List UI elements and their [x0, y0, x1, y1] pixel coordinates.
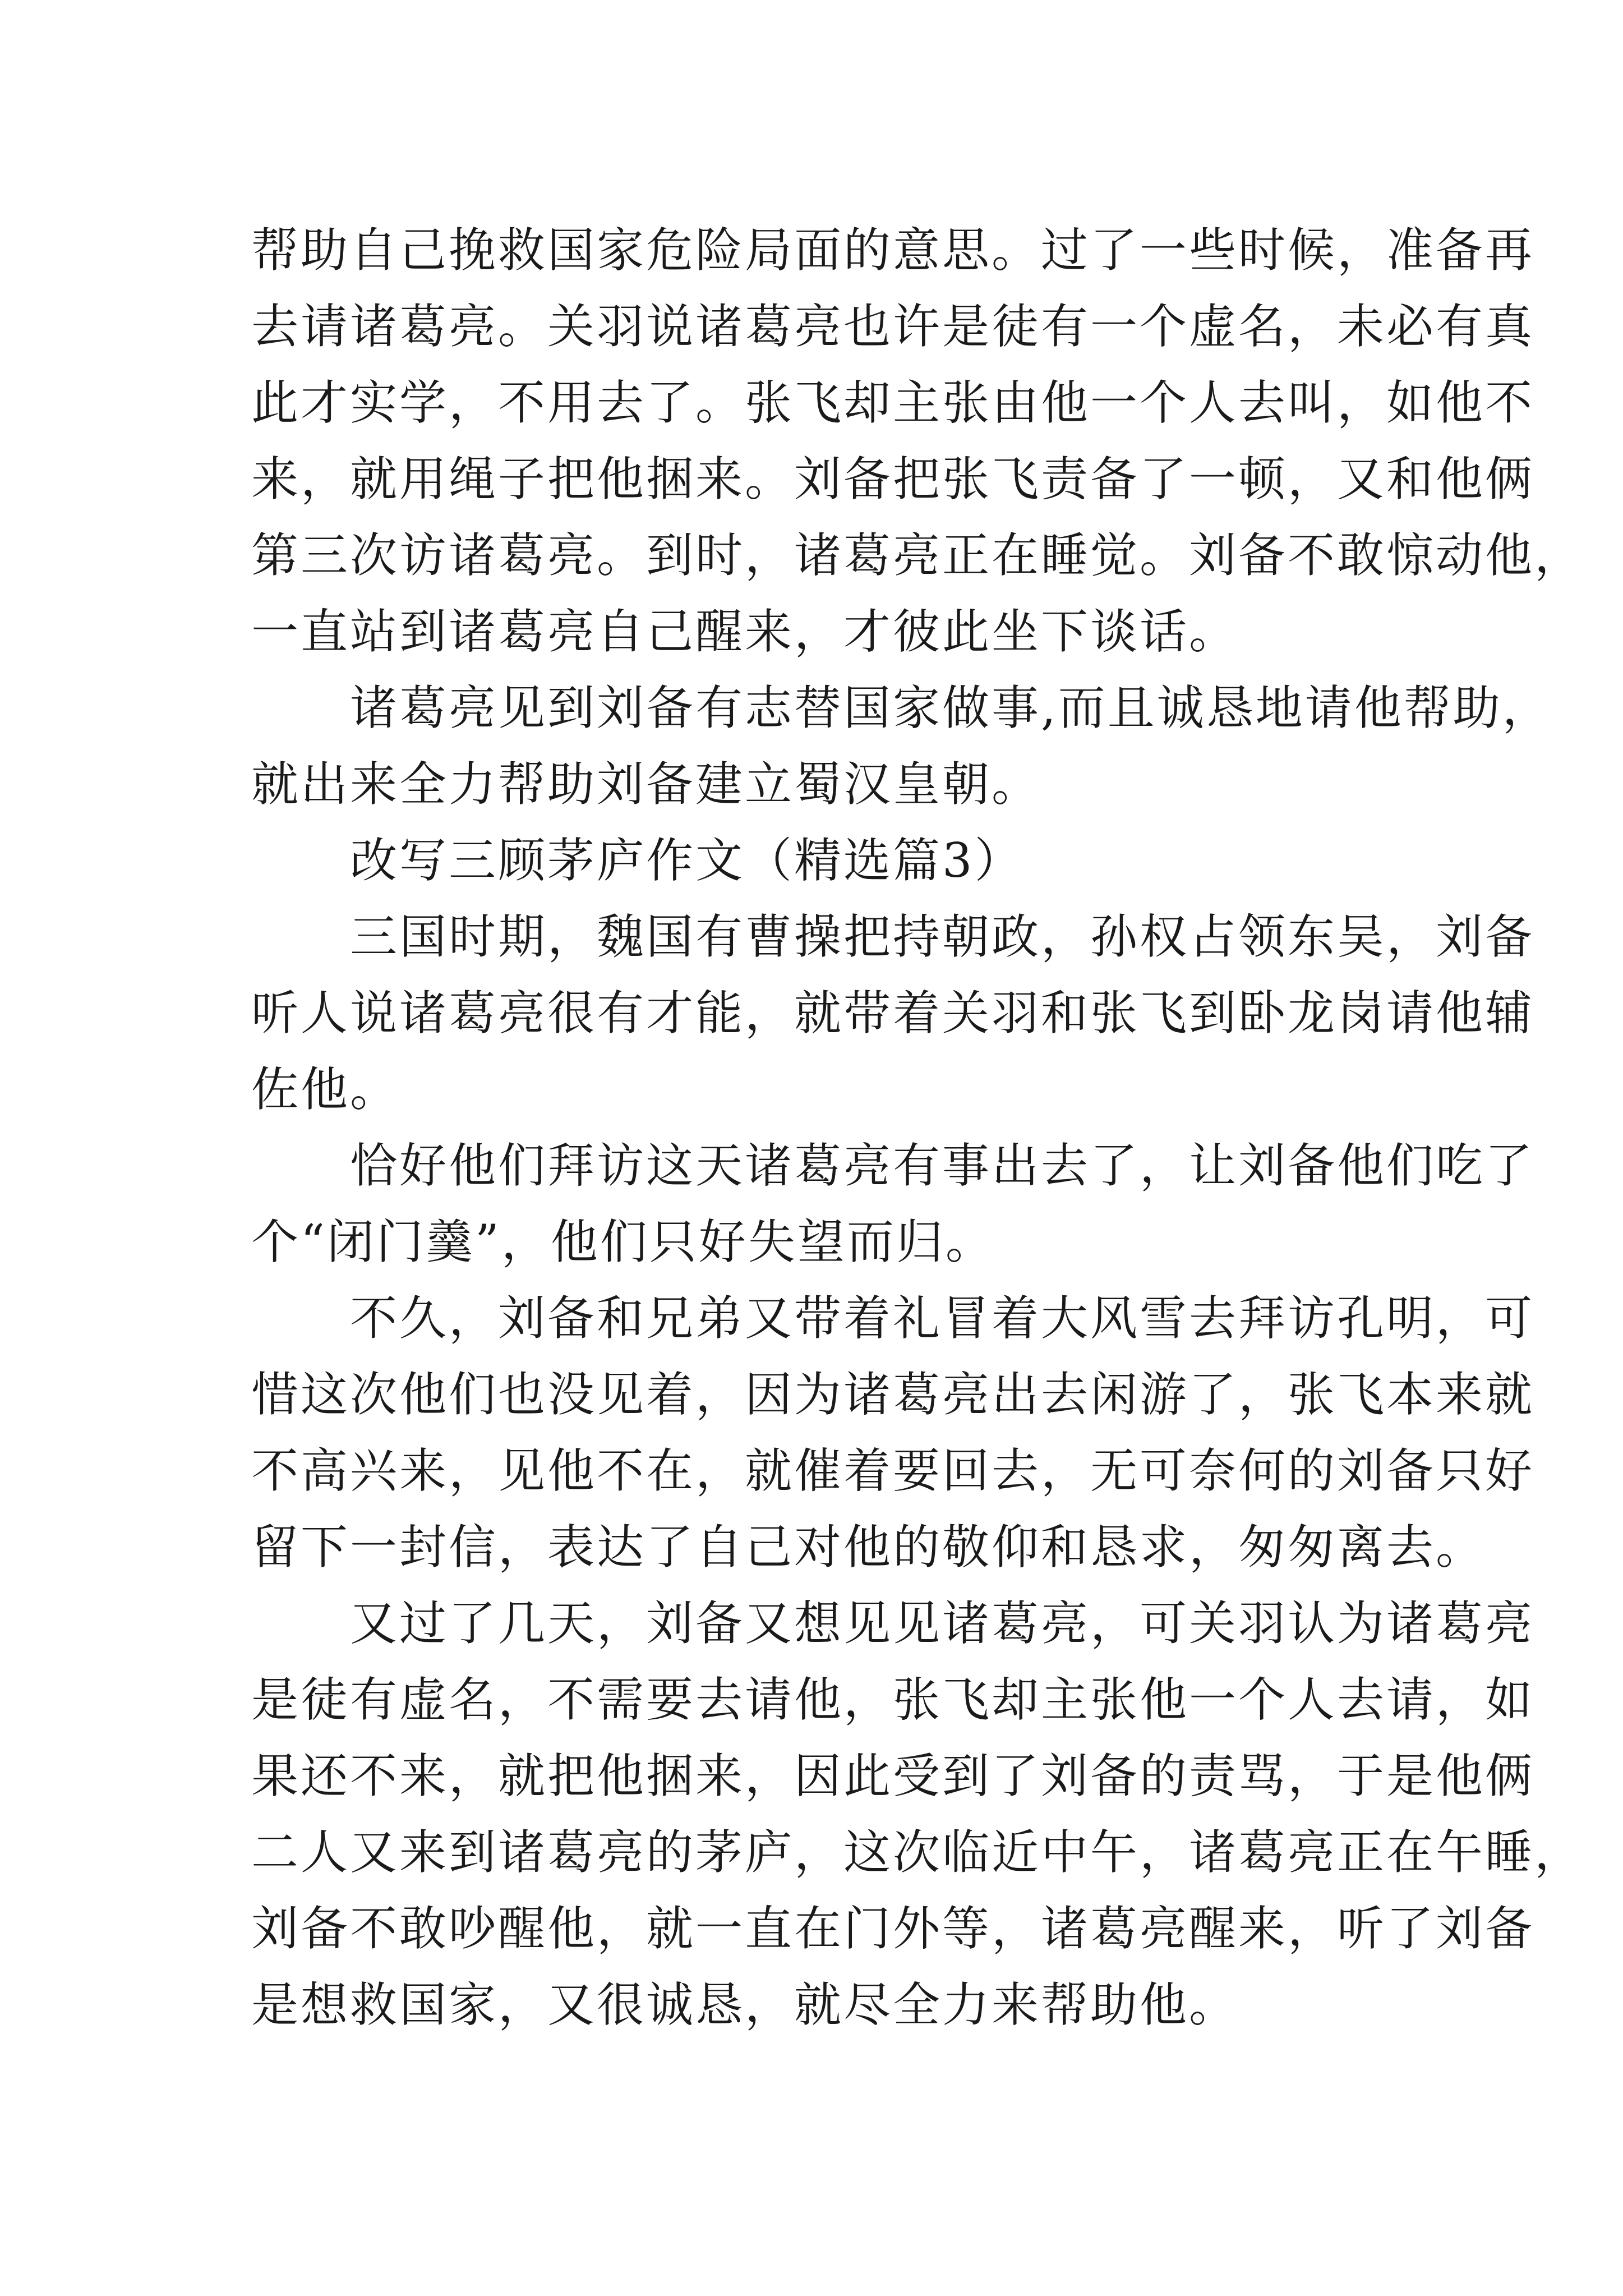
paragraph [251, 670, 1552, 822]
text-line: 帮助自己挽救国家危险局面的意思。过了一些时候，准备再 [251, 223, 1535, 278]
document-body [251, 212, 1584, 2043]
text-line: 果还不来，就把他捆来，因此受到了刘备的责骂，于是他俩 [251, 1749, 1535, 1803]
text-line: 二人又来到诸葛亮的茅庐，这次临近中午，诸葛亮正在午睡， [251, 1825, 1584, 1880]
paragraph [251, 1280, 1535, 1585]
section-title-text: 改写三顾茅庐作文（精选篇3） [350, 833, 1024, 888]
text-line: 惜这次他们也没见着，因为诸葛亮出去闲游了，张飞本来就 [251, 1367, 1535, 1422]
text-line: 恰好他们拜访这天诸葛亮有事出去了，让刘备他们吃了 [350, 1138, 1535, 1193]
text-line: 不久，刘备和兄弟又带着礼冒着大风雪去拜访孔明，可 [350, 1291, 1535, 1346]
text-line: 三国时期，魏国有曹操把持朝政，孙权占领东吴，刘备 [350, 909, 1535, 964]
paragraph [251, 1128, 1535, 1280]
paragraph [251, 899, 1535, 1128]
text-line: 此才实学，不用去了。张飞却主张由他一个人去叫，如他不 [251, 375, 1535, 430]
text-line: 个“闭门羹”，他们只好失望而归。 [251, 1214, 995, 1269]
text-line: 就出来全力帮助刘备建立蜀汉皇朝。 [251, 757, 1041, 812]
paragraph [251, 1585, 1584, 2043]
text-line: 刘备不敢吵醒他，就一直在门外等，诸葛亮醒来，听了刘备 [251, 1901, 1535, 1956]
text-line: 是想救国家，又很诚恳，就尽全力来帮助他。 [251, 1977, 1239, 2032]
text-line: 听人说诸葛亮很有才能，就带着关羽和张飞到卧龙岗请他辅 [251, 986, 1535, 1041]
text-line: 佐他。 [251, 1062, 400, 1117]
text-line: 去请诸葛亮。关羽说诸葛亮也许是徒有一个虚名，未必有真 [251, 299, 1535, 354]
text-line: 又过了几天，刘备又想见见诸葛亮，可关羽认为诸葛亮 [350, 1596, 1535, 1651]
text-line: 第三次访诸葛亮。到时，诸葛亮正在睡觉。刘备不敢惊动他， [251, 528, 1584, 583]
text-line: 一直站到诸葛亮自己醒来，才彼此坐下谈话。 [251, 604, 1239, 659]
text-line: 不高兴来，见他不在，就催着要回去，无可奈何的刘备只好 [251, 1443, 1535, 1498]
section-title [251, 822, 1457, 899]
text-line: 留下一封信，表达了自己对他的敬仰和恳求，匆匆离去。 [251, 1520, 1486, 1575]
text-line: 是徒有虚名，不需要去请他，张飞却主张他一个人去请，如 [251, 1672, 1535, 1727]
text-line: 来，就用绳子把他捆来。刘备把张飞责备了一顿，又和他俩 [251, 452, 1535, 507]
text-line: 诸葛亮见到刘备有志替国家做事,而且诚恳地请他帮助， [350, 680, 1552, 735]
paragraph [251, 212, 1584, 670]
